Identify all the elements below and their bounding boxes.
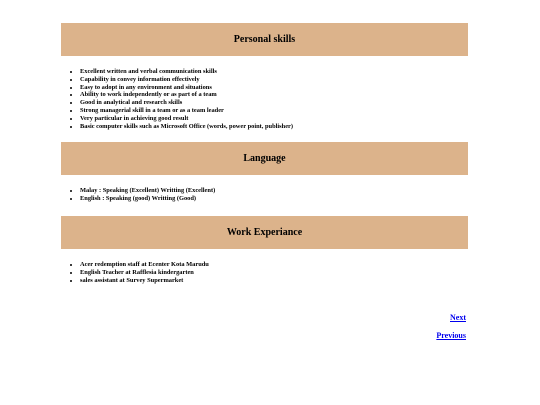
list-item: • English Teacher at Rafflesia kindergarten	[80, 269, 209, 277]
list-item: • Excellent written and verbal communication skills	[80, 68, 293, 76]
previous-link[interactable]: Previous	[436, 331, 466, 340]
list-item: • Good in analytical and research skills	[80, 99, 293, 107]
list-item: • Easy to adopt in any environment and situations	[80, 84, 293, 92]
list-item: • Capability in convey information effectively	[80, 76, 293, 84]
list-item: • Acer redemption staff at Ecenter Kota Marudu	[80, 261, 209, 269]
list-item: • Malay : Speaking (Excellent) Writting (Excellent)	[80, 187, 215, 195]
personal-skills-list	[70, 68, 293, 130]
list-item: • Ability to work independently or as part of a team	[80, 91, 293, 99]
section-title-work-experiance: Work Experiance	[226, 227, 303, 238]
section-title-language: Language	[243, 153, 286, 164]
list-item: • Basic computer skills such as Microsoft Office (words, power point, publisher)	[80, 123, 293, 131]
section-header-personal-skills	[61, 23, 468, 56]
list-item: • Very particular in achieving good result	[80, 115, 293, 123]
section-header-language	[61, 142, 468, 175]
work-experiance-list	[70, 261, 209, 284]
list-item: • English : Speaking (good) Writting (Good)	[80, 195, 215, 203]
next-link[interactable]: Next	[450, 313, 466, 322]
list-item: • sales assistant at Survey Supermarket	[80, 277, 209, 285]
language-list	[70, 187, 215, 203]
section-title-personal-skills: Personal skills	[233, 34, 296, 45]
section-header-work-experiance	[61, 216, 468, 249]
list-item: • Strong managerial skill in a team or as a team leader	[80, 107, 293, 115]
